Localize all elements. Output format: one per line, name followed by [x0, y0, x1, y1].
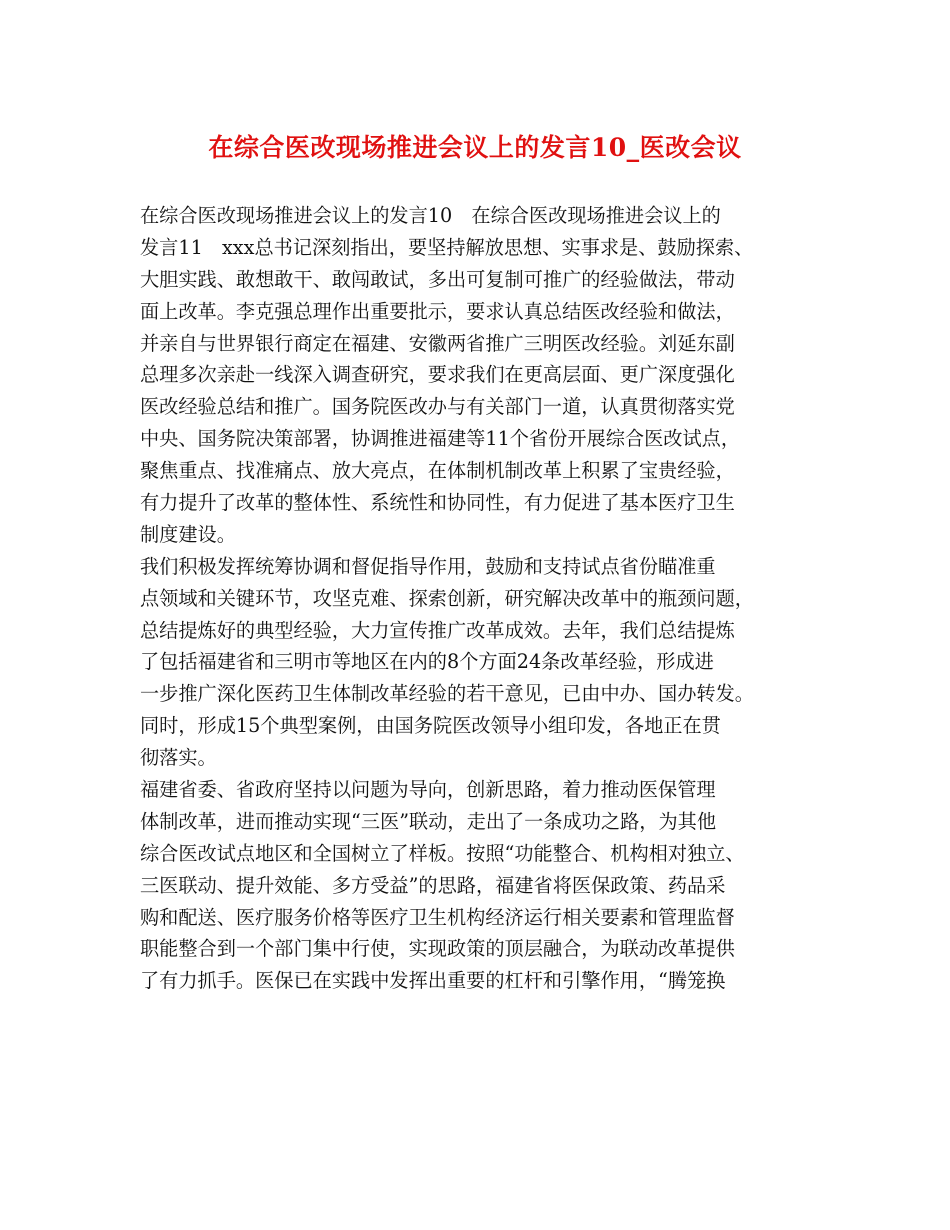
body-line: 彻落实。	[140, 746, 217, 770]
body-line: 面上改革。李克强总理作出重要批示，要求认真总结医改经验和做法，	[140, 299, 735, 323]
body-line: 总结提炼好的典型经验，大力宣传推广改革成效。去年，我们总结提炼	[140, 618, 735, 642]
body-line: 职能整合到一个部门集中行使，实现政策的顶层融合，为联动改革提供	[140, 937, 735, 961]
body-line: 同时，形成15个典型案例，由国务院医改领导小组印发，各地正在贯	[140, 714, 721, 738]
body-line: 三医联动、提升效能、多方受益”的思路，福建省将医保政策、药品采	[140, 873, 726, 897]
body-line: 体制改革，进而推动实现“三医”联动，走出了一条成功之路，为其他	[140, 809, 717, 833]
body-line: 聚焦重点、找准痛点、放大亮点，在体制机制改革上积累了宝贵经验，	[140, 459, 735, 483]
body-line: 有力提升了改革的整体性、系统性和协同性，有力促进了基本医疗卫生	[140, 491, 735, 515]
body-line: 我们积极发挥统筹协调和督促指导作用，鼓励和支持试点省份瞄准重	[140, 554, 716, 578]
body-line: 并亲自与世界银行商定在福建、安徽两省推广三明医改经验。刘延东副	[140, 331, 735, 355]
body-line: 了有力抓手。医保已在实践中发挥出重要的杠杆和引擎作用，“腾笼换	[140, 969, 726, 993]
body-line: 了包括福建省和三明市等地区在内的8个方面24条改革经验，形成进	[140, 650, 714, 674]
body-line: 总理多次亲赴一线深入调查研究，要求我们在更高层面、更广深度强化	[140, 363, 735, 387]
body-line: 制度建设。	[140, 522, 236, 546]
body-line: 福建省委、省政府坚持以问题为导向，创新思路，着力推动医保管理	[140, 778, 716, 802]
body-line: 发言11 xxx总书记深刻指出，要坚持解放思想、实事求是、鼓励探索、	[140, 235, 754, 259]
body-line: 大胆实践、敢想敢干、敢闯敢试，多出可复制可推广的经验做法，带动	[140, 267, 735, 291]
body-line: 点领域和关键环节，攻坚克难、探索创新，研究解决改革中的瓶颈问题，	[140, 586, 754, 610]
document-title: 在综合医改现场推进会议上的发言10_医改会议	[208, 133, 742, 162]
body-line: 购和配送、医疗服务价格等医疗卫生机构经济运行相关要素和管理监督	[140, 905, 735, 929]
document-body	[140, 200, 830, 997]
body-line: 综合医改试点地区和全国树立了样板。按照“功能整合、机构相对独立、	[140, 841, 745, 865]
body-line: 医改经验总结和推广。国务院医改办与有关部门一道，认真贯彻落实党	[140, 395, 735, 419]
body-line: 中央、国务院决策部署，协调推进福建等11个省份开展综合医改试点，	[140, 427, 741, 451]
body-line: 在综合医改现场推进会议上的发言10 在综合医改现场推进会议上的	[140, 204, 721, 227]
body-line: 一步推广深化医药卫生体制改革经验的若干意见，已由中办、国办转发。	[140, 682, 754, 706]
